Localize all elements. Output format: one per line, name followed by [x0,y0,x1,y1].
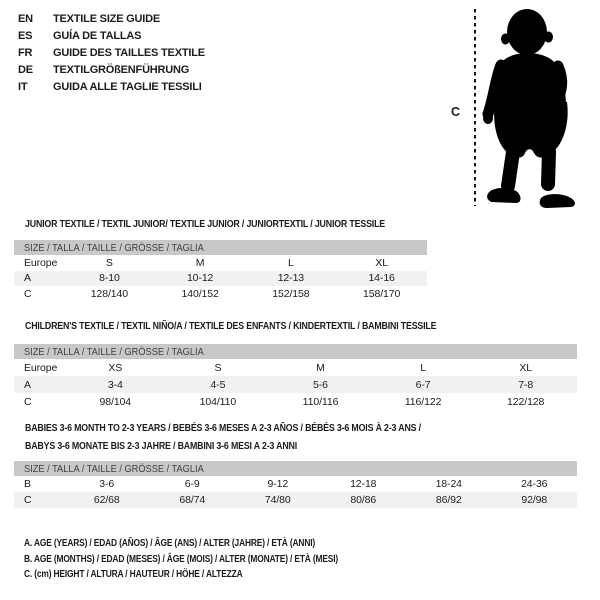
dotted-measure-line-icon [474,9,476,206]
size-cell: 14-16 [368,272,395,285]
size-cell: XS [108,361,123,374]
size-header-bar [14,461,577,476]
size-cell: 3-4 [107,378,123,391]
language-text: GUÍA DE TALLAS [53,29,142,42]
table-row [14,286,427,302]
language-code: ES [18,29,33,42]
size-cell: 4-5 [210,378,226,391]
size-cell: 12-18 [350,478,377,490]
footnote: B. AGE (MONTHS) / EDAD (MESES) / ÂGE (MOIS) / ALTER (MONATE) / ETÀ (MESI) [24,552,339,565]
size-cell: M [316,361,325,374]
table-title-line: BABYS 3-6 MONATE BIS 2-3 JAHRE / BAMBINI 3-6 MESI A 2-3 ANNI [25,440,298,452]
size-cell: 68/74 [179,494,206,506]
table-title [25,419,421,455]
size-header-bar [14,240,427,255]
size-header-bar [14,344,577,359]
table-title-line: CHILDREN'S TEXTILE / TEXTIL NIÑO/A / TEXTILE DES ENFANTS / KINDERTEXTIL / BAMBINI TESSILE [25,320,437,332]
size-cell: 128/140 [90,287,128,300]
size-cell: 5-6 [313,378,328,391]
size-cell: S [214,361,222,374]
table-row [14,492,577,508]
size-cell: 98/104 [99,395,132,408]
table-title-line: JUNIOR TEXTILE / TEXTIL JUNIOR/ TEXTILE JUNIOR / JUNIORTEXTIL / JUNIOR TESSILE [25,218,386,230]
size-cell: L [288,256,294,269]
row-label: C [24,494,32,506]
table-row [14,476,577,492]
row-label: B [24,478,31,490]
table-row [14,376,577,393]
row-label: C [24,287,32,300]
language-text: TEXTILE SIZE GUIDE [53,12,161,25]
size-cell: 3-6 [99,478,115,490]
size-table [14,240,427,302]
language-code: FR [18,46,33,59]
size-table [14,344,577,410]
table-title [25,215,385,233]
size-table [14,461,577,508]
language-code: IT [18,81,28,94]
size-cell: 24-36 [521,478,548,490]
row-label: Europe [24,361,58,374]
size-cell: 140/152 [181,287,219,300]
size-cell: 8-10 [99,272,120,285]
size-cell: XL [519,361,532,374]
size-cell: 7-8 [518,378,534,391]
size-cell: 116/122 [404,395,442,408]
table-row [14,359,577,376]
table-row [14,255,427,271]
baby-silhouette-icon [482,2,600,212]
table-row [14,271,427,287]
row-label: Europe [24,256,58,269]
size-cell: 158/170 [362,287,401,300]
size-cell: 104/110 [199,395,237,408]
size-cell: 6-7 [415,378,431,391]
size-cell: L [420,361,426,374]
size-cell: M [195,256,205,269]
size-cell: XL [375,256,388,269]
language-text: GUIDA ALLE TAGLIE TESSILI [53,81,202,94]
figure-area [0,0,600,215]
footnote: A. AGE (YEARS) / EDAD (AÑOS) / ÂGE (ANS) / ALTER (JAHRE) / ETÀ (ANNI) [24,537,316,549]
table-title-line: BABIES 3-6 MONTH TO 2-3 YEARS / BEBÉS 3-6 MESES A 2-3 AÑOS / BÉBÉS 3-6 MOIS À 2-3 ANS / [25,422,421,434]
size-cell: 9-12 [267,478,289,490]
language-text: TEXTILGRÖßENFÜHRUNG [53,64,190,77]
footnotes [24,536,338,583]
size-cell: 86/92 [435,494,462,506]
table-row [14,393,577,410]
size-header-label: SIZE / TALLA / TAILLE / GRÖSSE / TAGLIA [24,241,204,254]
row-label: A [24,272,31,285]
size-cell: 62/68 [93,494,120,506]
size-header-label: SIZE / TALLA / TAILLE / GRÖSSE / TAGLIA [24,345,204,358]
language-code: DE [18,64,33,77]
size-cell: 10-12 [186,272,214,285]
size-cell: S [105,256,113,269]
row-label: C [24,395,32,408]
size-cell: 92/98 [521,494,548,506]
size-cell: 12-13 [277,272,305,285]
size-header-label: SIZE / TALLA / TAILLE / GRÖSSE / TAGLIA [24,462,204,475]
language-text: GUIDE DES TAILLES TEXTILE [53,46,205,59]
language-code: EN [18,12,33,25]
size-cell: 6-9 [184,478,200,490]
size-cell: 152/158 [272,287,310,300]
height-measure-label: C [451,105,461,119]
size-cell: 18-24 [435,478,462,490]
footnote: C. (cm) HEIGHT / ALTURA / HAUTEUR / HÖHE / ALTEZZA [24,568,243,580]
size-cell: 74/80 [264,494,291,506]
size-cell: 110/116 [302,395,339,408]
table-title [25,317,436,335]
size-cell: 80/86 [350,494,377,506]
size-cell: 122/128 [507,395,545,408]
row-label: A [24,378,31,391]
